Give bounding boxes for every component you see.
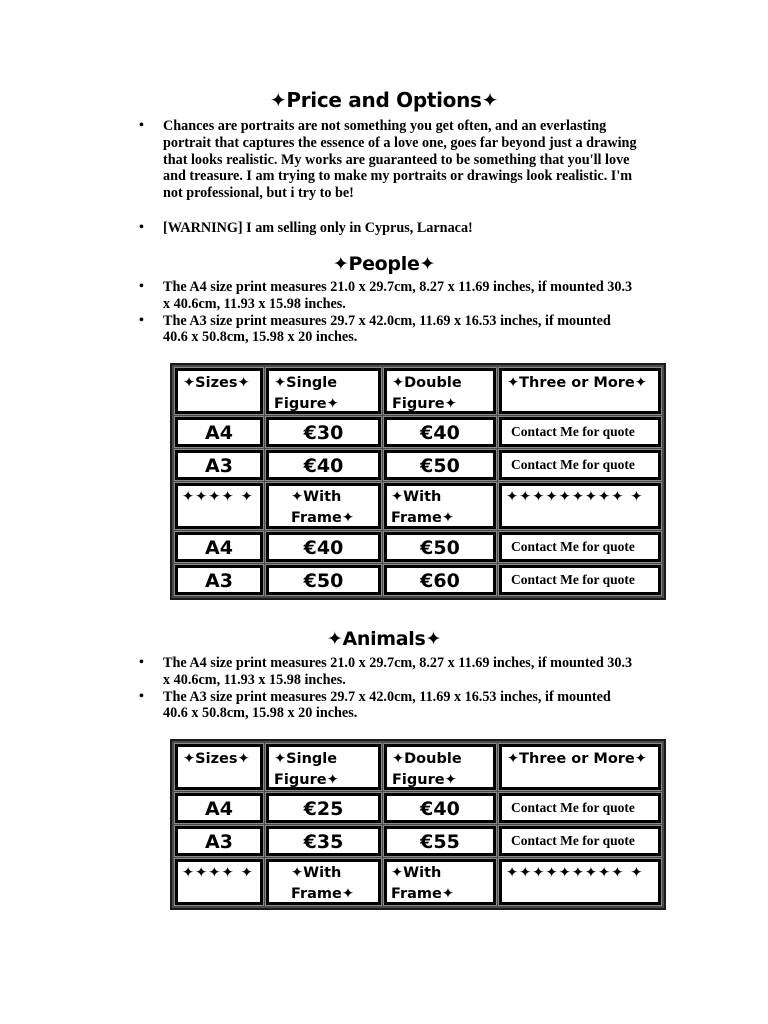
page-title: ✦Price and Options✦ [269,88,499,112]
warning-text: [WARNING] I am selling only in Cyprus, Larnaca! [163,219,473,236]
contact-cell: Contact Me for quote [499,417,661,447]
people-heading: ✦People✦ [332,253,436,275]
contact-cell: Contact Me for quote [499,450,661,480]
bullet-icon: • [139,655,144,670]
with-frame-header: ✦With Frame✦ [384,859,496,905]
size-cell: A3 [175,826,263,856]
intro-list [137,118,637,237]
list-item [137,655,637,689]
price-cell: €50 [266,565,381,595]
price-cell: €30 [266,417,381,447]
star-decoration: ✦✦✦✦✦✦✦✦✦ ✦ [499,483,661,529]
animals-price-table [170,739,666,910]
a4-size-text: The A4 size print measures 21.0 x 29.7cm, 8.27 x 11.69 inches, if mounted 30.3 x 40.6cm, 11.93 x 15.98 inches. [163,655,633,688]
price-cell: €40 [384,793,496,823]
star-decoration: ✦✦✦✦ ✦ [175,483,263,529]
bullet-icon: • [139,118,144,133]
a3-size-text: The A3 size print measures 29.7 x 42.0cm, 11.69 x 16.53 inches, if mounted 40.6 x 50.8cm, 15.98 x 20 inches. [163,688,611,722]
price-cell: €35 [266,826,381,856]
price-cell: €40 [266,450,381,480]
star-decoration: ✦✦✦✦ ✦ [175,859,263,905]
size-cell: A4 [175,417,263,447]
size-cell: A3 [175,565,263,595]
animals-size-list [137,655,637,722]
price-cell: €25 [266,793,381,823]
a4-size-text: The A4 size print measures 21.0 x 29.7cm, 8.27 x 11.69 inches, if mounted 30.3 x 40.6cm, 11.93 x 15.98 inches. [163,279,633,312]
list-item [137,689,637,723]
header-sizes: ✦Sizes✦ [175,368,263,414]
contact-cell: Contact Me for quote [499,565,661,595]
bullet-icon: • [139,219,144,235]
price-cell: €60 [384,565,496,595]
with-frame-header: ✦With Frame✦ [384,483,496,529]
price-cell: €50 [384,532,496,562]
header-double-figure: ✦Double Figure✦ [384,744,496,790]
size-cell: A4 [175,532,263,562]
bullet-icon: • [139,312,144,328]
list-item [137,118,637,202]
size-cell: A3 [175,450,263,480]
intro-text: Chances are portraits are not something you get often, and an everlasting portrait that captures the essence of a love one, goes far beyond just a drawing that looks realistic. My works are guaranteed to be something that you'll love and treasure. I am trying to make my portraits or drawings look realistic. I'm not professional, but i try to be! [163,118,637,202]
header-double-figure: ✦Double Figure✦ [384,368,496,414]
contact-cell: Contact Me for quote [499,532,661,562]
price-cell: €40 [266,532,381,562]
a3-size-text: The A3 size print measures 29.7 x 42.0cm, 11.69 x 16.53 inches, if mounted 40.6 x 50.8cm, 15.98 x 20 inches. [163,312,611,346]
price-cell: €55 [384,826,496,856]
animals-heading: ✦Animals✦ [326,628,442,650]
header-three-or-more: ✦Three or More✦ [499,368,661,414]
contact-cell: Contact Me for quote [499,793,661,823]
price-cell: €40 [384,417,496,447]
with-frame-header: ✦With Frame✦ [266,483,381,529]
list-item [137,279,637,313]
contact-cell: Contact Me for quote [499,826,661,856]
star-decoration: ✦✦✦✦✦✦✦✦✦ ✦ [499,859,661,905]
bullet-icon: • [139,688,144,704]
header-single-figure: ✦Single Figure✦ [266,368,381,414]
header-single-figure: ✦Single Figure✦ [266,744,381,790]
list-item [137,313,637,347]
people-size-list [137,279,637,346]
bullet-icon: • [139,279,144,294]
people-price-table [170,363,666,600]
price-cell: €50 [384,450,496,480]
with-frame-header: ✦With Frame✦ [266,859,381,905]
header-sizes: ✦Sizes✦ [175,744,263,790]
header-three-or-more: ✦Three or More✦ [499,744,661,790]
size-cell: A4 [175,793,263,823]
list-item [137,220,637,237]
